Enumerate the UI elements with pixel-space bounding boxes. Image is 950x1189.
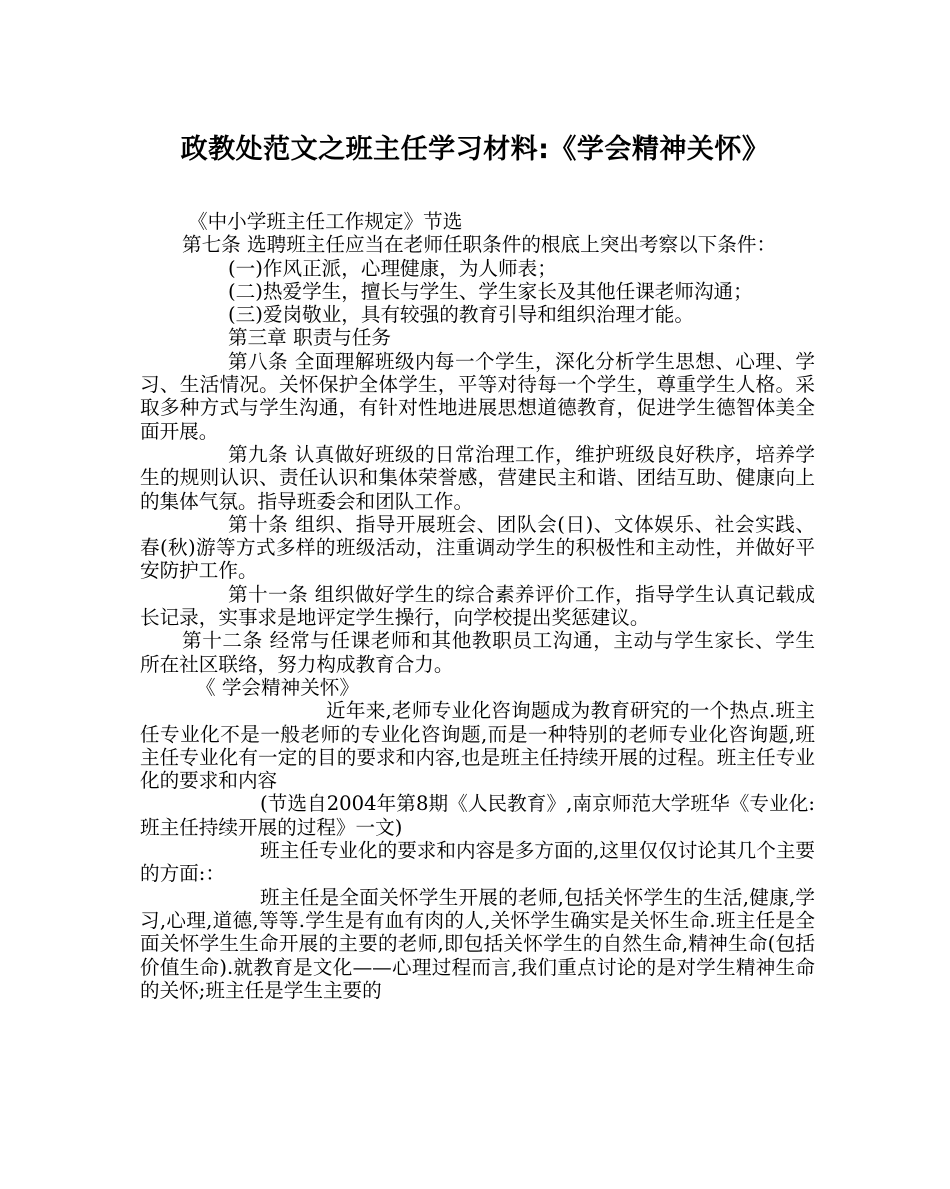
paragraph: (二)热爱学生，擅长与学生、学生家长及其他任课老师沟通；: [228, 279, 753, 303]
paragraph: 近年来,老师专业化咨询题成为教育研究的一个热点.班主任专业化不是一般老师的专业化咨询题,而是一种特别的老师专业化咨询题,班主任专业化有一定的目的要求和内容,也是班主任持续开展的过程。班主任专业化的要求和内容: [140, 699, 815, 793]
document-title: 政教处范文之班主任学习材料:《学会精神关怀》: [180, 134, 770, 165]
paragraph: 《中小学班主任工作规定》节选: [188, 210, 463, 233]
paragraph: 《 学会精神关怀》: [196, 675, 359, 699]
paragraph: 第三章 职责与任务: [228, 326, 391, 350]
paragraph: 第十二条 经常与任课老师和其他教职员工沟通，主动与学生家长、学生所在社区联络，努力构成教育合力。: [140, 629, 815, 676]
paragraph: 班主任是全面关怀学生开展的老师,包括关怀学生的生活,健康,学习,心理,道德,等等.学生是有血有肉的人,关怀学生确实是关怀生命.班主任是全面关怀学生生命开展的主要的老师,即包括关怀学生的自然生命,精神生命(包括价值生命).就教育是文化——心理过程而言,我们重点讨论的是对学生精神生命的关怀;班主任是学生主要的: [140, 885, 815, 1002]
paragraph: (三)爱岗敬业，具有较强的教育引导和组织治理才能。: [228, 303, 694, 327]
document-body: [140, 210, 815, 1002]
paragraph: (一)作风正派，心理健康，为人师表；: [228, 256, 557, 280]
paragraph: 第八条 全面理解班级内每一个学生，深化分析学生思想、心理、学习、生活情况。关怀保护全体学生，平等对待每一个学生，尊重学生人格。采取多种方式与学生沟通，有针对性地进展思想道德教育，促进学生德智体美全面开展。: [140, 349, 815, 443]
paragraph: 第九条 认真做好班级的日常治理工作，维护班级良好秩序，培养学生的规则认识、责任认识和集体荣誉感，营建民主和谐、团结互助、健康向上的集体气氛。指导班委会和团队工作。: [140, 442, 815, 513]
paragraph: (节选自2004年第8期《人民教育》,南京师范大学班华《专业化:班主任持续开展的过程》一文): [140, 792, 815, 839]
paragraph: 班主任专业化的要求和内容是多方面的,这里仅仅讨论其几个主要的方面:：: [140, 839, 815, 886]
paragraph: 第十条 组织、指导开展班会、团队会(日)、文体娱乐、社会实践、春(秋)游等方式多样的班级活动，注重调动学生的积极性和主动性，并做好平安防护工作。: [140, 512, 815, 583]
paragraph: 第十一条 组织做好学生的综合素养评价工作，指导学生认真记载成长记录，实事求是地评定学生操行，向学校提出奖惩建议。: [140, 582, 815, 630]
paragraph: 第七条 选聘班主任应当在老师任职条件的根底上突出考察以下条件：: [182, 233, 777, 257]
